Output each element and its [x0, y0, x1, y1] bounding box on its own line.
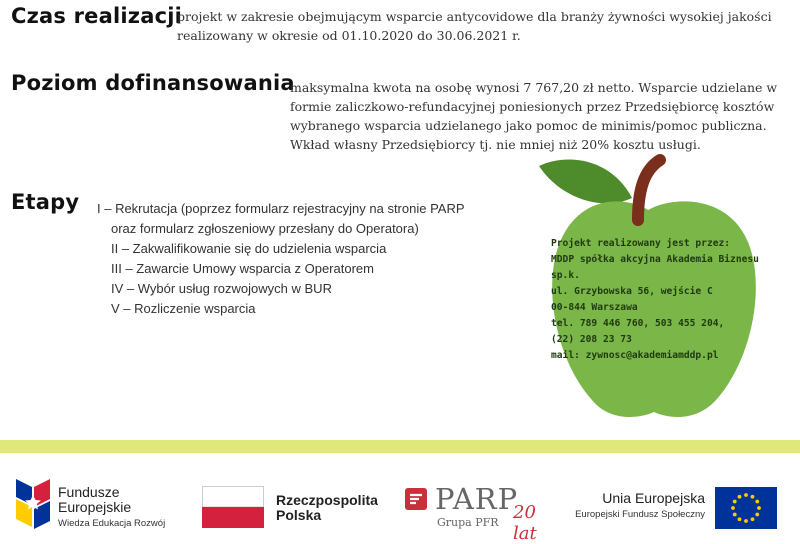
- funding-line: maksymalna kwota na osobę wynosi 7 767,20 zł netto. Wsparcie udzielane w: [290, 80, 778, 95]
- contact-block: [551, 236, 759, 364]
- contact-line: 00-844 Warszawa: [551, 302, 638, 313]
- stage-item: IV – Wybór usług rozwojowych w BUR: [111, 281, 332, 296]
- contact-line: sp.k.: [551, 270, 580, 281]
- contact-line: tel. 789 446 760, 503 455 204,: [551, 318, 725, 329]
- heading-stages: Etapy: [11, 190, 80, 214]
- stage-item: III – Zawarcie Umowy wsparcia z Operatorem: [111, 261, 374, 276]
- contact-line: (22) 208 23 73: [551, 334, 632, 345]
- parp-group: Grupa PFR: [437, 516, 499, 529]
- parp-anniversary: 20 lat: [513, 502, 537, 544]
- ue-name: Unia Europejska: [602, 490, 705, 506]
- funding-line: formie zaliczkowo-refundacyjnej poniesionych przez Przedsiębiorcę kosztów: [290, 99, 775, 114]
- heading-realization: Czas realizacji: [11, 4, 183, 28]
- realization-text: [177, 7, 772, 45]
- logo-rzeczpospolita-polska: [202, 486, 382, 528]
- fe-star-icon: [16, 477, 50, 533]
- contact-line: ul. Grzybowska 56, wejście C: [551, 286, 713, 297]
- contact-line: MDDP spółka akcyjna Akademia Biznesu: [551, 254, 759, 265]
- eu-star: [733, 513, 737, 517]
- funding-text: [290, 78, 777, 154]
- contact-line: mail: zywnosc@akademiamddp.pl: [551, 350, 719, 361]
- fe-name-line2: Europejskie: [58, 499, 132, 515]
- stage-item: I – Rekrutacja (poprzez formularz rejestracyjny na stronie PARP: [97, 201, 465, 216]
- logo-unia-europejska: [570, 487, 785, 531]
- funding-line: wybranego wsparcia udzielanego jako pomoc de minimis/pomoc publiczna.: [290, 118, 767, 133]
- rp-line1: Rzeczpospolita: [276, 492, 378, 508]
- eu-star: [755, 513, 759, 517]
- stages-list: [97, 199, 465, 319]
- ue-fund: Europejski Fundusz Społeczny: [575, 509, 705, 520]
- apple-leaf: [539, 160, 632, 204]
- realization-line: realizowany w okresie od 01.10.2020 do 30.06.2021 r.: [177, 28, 521, 43]
- eu-star: [757, 506, 761, 510]
- logo-fundusze-europejskie: [16, 477, 186, 533]
- eu-star: [744, 493, 748, 497]
- fe-program: Wiedza Edukacja Rozwój: [58, 518, 166, 529]
- poland-flag-icon: [202, 486, 264, 528]
- eu-star: [733, 500, 737, 504]
- parp-word: PARP: [435, 482, 519, 516]
- eu-star: [744, 519, 748, 523]
- stage-item: oraz formularz zgłoszeniowy przesłany do Operatora): [111, 221, 419, 236]
- stage-item: V – Rozliczenie wsparcia: [111, 301, 256, 316]
- stage-item: II – Zakwalifikowanie się do udzielenia wsparcia: [111, 241, 387, 256]
- eu-star: [738, 517, 742, 521]
- heading-funding: Poziom dofinansowania: [11, 71, 295, 95]
- eu-star: [755, 500, 759, 504]
- fe-name-line1: Fundusze: [58, 484, 120, 500]
- eu-star: [751, 517, 755, 521]
- eu-star: [731, 506, 735, 510]
- parp-mark-icon: [405, 488, 427, 510]
- logo-parp: [405, 482, 565, 544]
- eu-flag-icon: [715, 487, 777, 529]
- realization-line: projekt w zakresie obejmującym wsparcie antycovidowe dla branży żywności wysokiej jakości: [177, 9, 772, 24]
- funding-line: Wkład własny Przedsiębiorcy tj. nie mniej niż 20% kosztu usługi.: [290, 137, 701, 152]
- contact-line: Projekt realizowany jest przez:: [551, 238, 731, 249]
- divider-band: [0, 440, 800, 453]
- eu-star: [738, 495, 742, 499]
- eu-star: [751, 495, 755, 499]
- rp-line2: Polska: [276, 507, 322, 523]
